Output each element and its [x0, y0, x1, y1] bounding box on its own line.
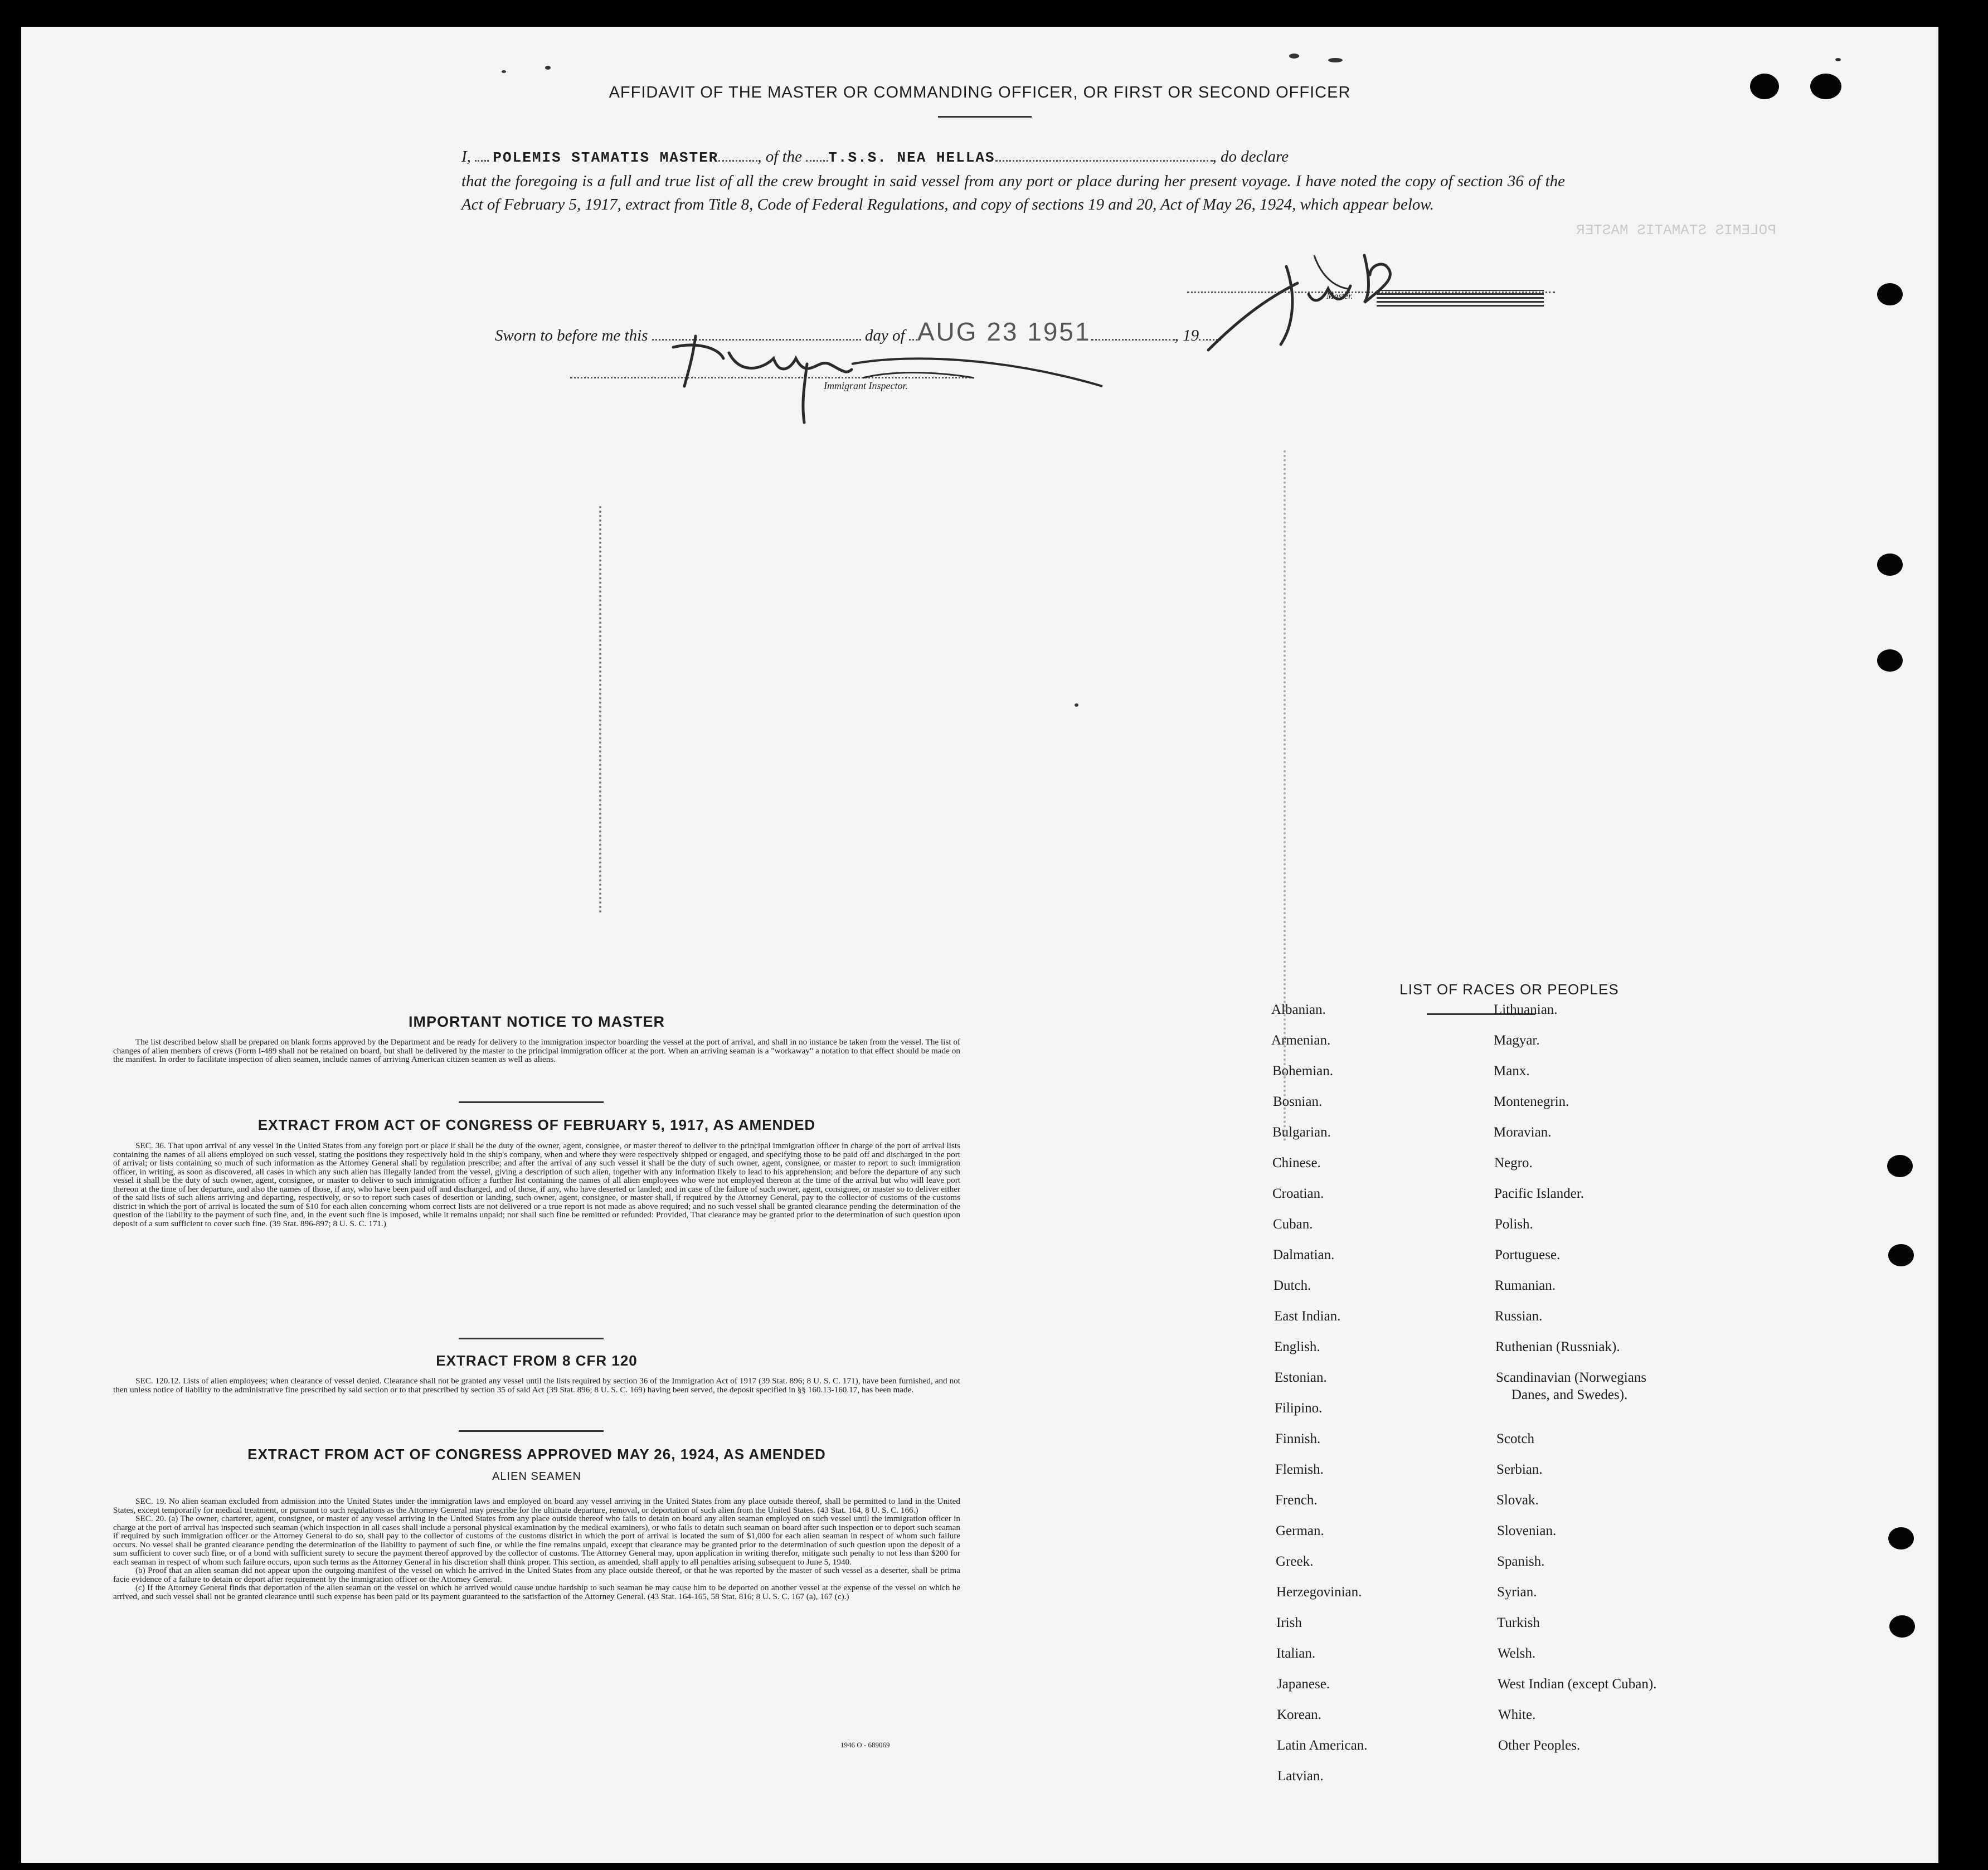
- race-item: White.: [1498, 1707, 1536, 1722]
- label-do-declare: , do declare: [1212, 148, 1289, 166]
- notice-title: IMPORTANT NOTICE TO MASTER: [409, 1013, 665, 1030]
- race-item: Montenegrin.: [1494, 1094, 1569, 1109]
- sec-20c-paragraph: (c) If the Attorney General finds that deportation of the alien seaman on the vessel on which he arrived would cause undue hardship to such seaman he may cause him to be deported on another vessel at the expense of the vessel on which he arrived, and such vessel shall not be granted clearance until such expense has been paid or its payment guaranteed to the satisfaction of the Attorney General. (43 Stat. 164-165, 58 Stat. 816; 8 U. S. C. 167 (a), 167 (c).): [113, 1583, 960, 1601]
- master-signature: [1203, 233, 1437, 356]
- race-item: Lithuanian.: [1494, 1002, 1558, 1017]
- race-item: Bohemian.: [1272, 1063, 1334, 1079]
- race-item: Syrian.: [1497, 1585, 1537, 1600]
- race-item: Serbian.: [1496, 1462, 1543, 1477]
- inspector-label: Immigrant Inspector.: [824, 380, 908, 391]
- notice-paragraph: The list described below shall be prepared on blank forms approved by the Department and be ready for delivery to the immigration inspector boarding the vessel at the port of arrival, and shall in no instance be taken from the vessel. The list of changes of alien members of crews (Form I-489 shall not be retained on board, but shall be delivered by the master to the principal immigration officer at the port. When an arriving seaman is a "workaway" a notation to that effect should be made on the manifest. In order to facilitate inspection of alien seamen, include names of arriving American citizen seamen as well as aliens.: [113, 1037, 960, 1064]
- races-title: LIST OF RACES OR PEOPLES: [1399, 981, 1619, 998]
- race-item: Rumanian.: [1495, 1278, 1556, 1293]
- speck: [502, 70, 506, 73]
- race-item: Estonian.: [1275, 1370, 1327, 1385]
- race-item: Moravian.: [1494, 1125, 1552, 1140]
- day-of-label: day of: [864, 327, 905, 344]
- extract-1917-text: [113, 1142, 960, 1228]
- race-item: Japanese.: [1277, 1677, 1330, 1692]
- punch-hole: [1888, 1244, 1914, 1266]
- sworn-label: Sworn to before me this: [495, 327, 648, 344]
- speck: [545, 66, 551, 70]
- race-item: Danes, and Swedes).: [1511, 1387, 1628, 1402]
- race-item: Welsh.: [1498, 1646, 1536, 1661]
- speck: [1289, 54, 1299, 59]
- extract-cfr-title: EXTRACT FROM 8 CFR 120: [436, 1352, 638, 1369]
- race-item: Manx.: [1494, 1063, 1530, 1079]
- section-rule: [459, 1430, 604, 1432]
- race-item: Finnish.: [1275, 1431, 1321, 1446]
- speck: [1328, 58, 1343, 62]
- race-item: French.: [1275, 1493, 1318, 1508]
- sec-19-paragraph: SEC. 19. No alien seaman excluded from admission into the United States under the immigration laws and employed on board any vessel arriving in the United States from any place outside thereof, shall be permitted to land in the United States, except temporarily for medical treatment, or pursuant to such regulations as the Attorney General may prescribe for the ultimate departure, removal, or deportation of such alien from the United States. (43 Stat. 164, 8 U. S. C. 166.): [113, 1497, 960, 1515]
- punch-hole: [1877, 649, 1903, 672]
- race-item: Filipino.: [1275, 1401, 1323, 1416]
- speck: [1835, 58, 1841, 61]
- date-stamp: AUG 23 1951: [917, 317, 1091, 346]
- race-item: Slovak.: [1496, 1493, 1539, 1508]
- race-item: Italian.: [1276, 1646, 1316, 1661]
- race-item: Latvian.: [1277, 1769, 1324, 1784]
- affidavit-body: [461, 145, 1565, 216]
- declarant-name: POLEMIS STAMATIS MASTER: [493, 149, 719, 166]
- sec-120-12-paragraph: SEC. 120.12. Lists of alien employees; when clearance of vessel denied. Clearance shall not be granted any vessel until the lists required by section 36 of the Immigration Act of 1917 (39 Stat. 896; 8 U. S. C. 171), have been furnished, and not then unless notice of liability to the administrative fine prescribed by said section or to that prescribed by section 35 of said Act (39 Stat. 896; 8 U. S. C. 169) having been served, the deposit specified in §§ 160.13-160.17, has been made.: [113, 1376, 960, 1395]
- declaration-text: that the foregoing is a full and true list of all the crew brought in said vessel from any port or place during her present voyage. I have noted the copy of section 36 of the Act of February 5, 1917, extract from Title 8, Code of Federal Regulations, and copy of sections 19 and 20, Act of May 26, 1924, which appear below.: [461, 172, 1565, 213]
- section-rule: [459, 1338, 604, 1339]
- race-item: Chinese.: [1272, 1155, 1321, 1170]
- extract-1924-subtitle: ALIEN SEAMEN: [492, 1470, 581, 1483]
- race-item: Irish: [1276, 1615, 1302, 1630]
- race-item: Negro.: [1494, 1155, 1533, 1170]
- race-item: Armenian.: [1271, 1033, 1331, 1048]
- year-prefix: , 19: [1174, 327, 1199, 344]
- race-item: Bulgarian.: [1272, 1125, 1331, 1140]
- title-rule: [938, 116, 1032, 118]
- affidavit-title: AFFIDAVIT OF THE MASTER OR COMMANDING OFFICER, OR FIRST OR SECOND OFFICER: [609, 84, 1351, 101]
- sec-20b-paragraph: (b) Proof that an alien seaman did not appear upon the outgoing manifest of the vessel on which he arrived in the United States from any place outside thereof, or that he was reported by the master of such vessel as a deserter, shall be prima facie evidence of a failure to detain or deport after requirement by the immigration officer or the Attorney General.: [113, 1566, 960, 1584]
- race-item: West Indian (except Cuban).: [1498, 1677, 1657, 1692]
- race-item: German.: [1276, 1523, 1324, 1538]
- race-item: Cuban.: [1273, 1217, 1313, 1232]
- race-item: Other Peoples.: [1498, 1738, 1581, 1753]
- bleed-through-text: POLEMIS STAMATIS MASTER: [1576, 222, 1776, 239]
- inspector-signature: [662, 325, 1119, 425]
- race-item: Scotch: [1496, 1431, 1535, 1446]
- race-item: English.: [1274, 1339, 1320, 1354]
- label-i: I,: [461, 148, 471, 166]
- punch-hole: [1877, 283, 1903, 305]
- notice-text: [113, 1038, 960, 1064]
- race-item: Polish.: [1495, 1217, 1533, 1232]
- sec-36-paragraph: SEC. 36. That upon arrival of any vessel in the United States from any foreign port or place it shall be the duty of the owner, agent, consignee, or master thereof to deliver to the principal immigration officer in charge of the port of arrival lists containing the names of all aliens employed on such vessel, stating the positions they respectively hold in the ship's company, when and where they were respectively shipped or engaged, and specifying those to be paid off and discharged in the port of arrival; or lists containing so much of such information as the Attorney General shall by regulation prescribe; and after the arrival of any such vessel it shall be the duty of such owner, agent, consignee, or master to report to such immigration officer, in writing, as soon as discovered, all cases in which any such alien has illegally landed from the vessel, giving a description of such alien, together with any information likely to lead to his apprehension; and before the departure of any such vessel it shall be the duty of such owner, agent, consignee, or master to deliver to such immigration officer a further list containing the names of all alien employees who were not employed thereon at the time of the arrival but who will leave port thereon at the time of her departure, and also the names of those, if any, who have been paid off and discharged, and of those, if any, who have deserted or landed; and in case of the failure of such owner, agent, consignee, or master so to deliver either of the said lists of such aliens arriving and departing, respectively, or so to report such cases of desertion or landing, such owner, agent, consignee, or master shall, if required by the Attorney General, pay to the collector of customs of the customs district in which the port of arrival is located the sum of $10 for each alien concerning whom correct lists are not delivered or a true report is not made as above required; and no such vessel shall be granted clearance pending the determination of the question of the liability to the payment of such fine, and, in the event such fine is imposed, while it remains unpaid; nor shall such fine be remitted or refunded: Provided, That clearance may be granted prior to the determination of such question upon deposit of a sum sufficient to cover such fine. (39 Stat. 896-897; 8 U. S. C. 171.): [113, 1141, 960, 1228]
- race-item: Greek.: [1276, 1554, 1314, 1569]
- master-label: Master.: [1326, 292, 1353, 301]
- race-item: Croatian.: [1272, 1186, 1324, 1201]
- extract-1924-title: EXTRACT FROM ACT OF CONGRESS APPROVED MAY 26, 1924, AS AMENDED: [247, 1446, 826, 1463]
- sec-20a-paragraph: SEC. 20. (a) The owner, charterer, agent, consignee, or master of any vessel arriving in the United States from any place outside thereof who fails to detain on board any alien seaman employed on such vessel until the immigration officer in charge at the port of arrival has inspected such seaman (which inspection in all cases shall include a personal physical examination by the medical examiners), or who fails to detain such seaman on board after such inspection or to deport such seaman if required by such immigration officer or the Attorney General to do so, shall pay to the collector of customs of the customs district in which the port of arrival is located the sum of $1,000 for each alien seaman in respect of whom such failure occurs. No vessel shall be granted clearance pending the determination of the liability to payment of such fine, or while the fine remains unpaid, except that clearance may be granted prior to the determination of such question upon the deposit of a sum sufficient to cover such fine, or of a bond with sufficient surety to secure the payment thereof approved by the collector of customs. The Attorney General may, upon application in writing therefor, mitigate such penalty to not less than $200 for each seaman in respect of whom such failure occurs, upon such terms as the Attorney General in his discretion shall think proper. This section, as amended, shall apply to all penalties arising subsequent to June 5, 1940.: [113, 1514, 960, 1567]
- race-item: Scandinavian (Norwegians: [1496, 1370, 1647, 1385]
- extract-cfr-text: [113, 1377, 960, 1394]
- race-item: Magyar.: [1494, 1033, 1540, 1048]
- race-item: Bosnian.: [1273, 1094, 1323, 1109]
- race-item: Latin American.: [1277, 1738, 1368, 1753]
- vessel-name: T.S.S. NEA HELLAS: [828, 149, 995, 166]
- race-item: Korean.: [1277, 1707, 1321, 1722]
- punch-hole: [1888, 1527, 1914, 1550]
- race-item: Portuguese.: [1495, 1247, 1561, 1262]
- race-item: Spanish.: [1497, 1554, 1545, 1569]
- extract-1917-title: EXTRACT FROM ACT OF CONGRESS OF FEBRUARY 5, 1917, AS AMENDED: [257, 1116, 816, 1133]
- document-page: [21, 27, 1938, 1863]
- print-code: 1946 O - 689069: [840, 1741, 890, 1749]
- race-item: Slovenian.: [1497, 1523, 1557, 1538]
- race-item: Pacific Islander.: [1494, 1186, 1584, 1201]
- race-item: Dalmatian.: [1273, 1247, 1335, 1262]
- dotted-guide: [599, 506, 601, 913]
- section-rule: [459, 1101, 604, 1103]
- punch-hole: [1889, 1615, 1915, 1638]
- declaration-line: [461, 145, 1565, 169]
- race-item: East Indian.: [1274, 1309, 1341, 1324]
- speck: [1075, 703, 1078, 707]
- punch-hole: [1887, 1155, 1913, 1177]
- race-item: Dutch.: [1274, 1278, 1311, 1293]
- race-item: Russian.: [1495, 1309, 1543, 1324]
- race-item: Herzegovinian.: [1276, 1585, 1362, 1600]
- race-item: Ruthenian (Russniak).: [1495, 1339, 1620, 1354]
- race-item: Turkish: [1497, 1615, 1540, 1630]
- extract-1924-text: [113, 1497, 960, 1601]
- label-of-the: , of the: [757, 148, 803, 166]
- race-item: Albanian.: [1271, 1002, 1326, 1017]
- punch-hole: [1877, 553, 1903, 576]
- race-item: Flemish.: [1275, 1462, 1324, 1477]
